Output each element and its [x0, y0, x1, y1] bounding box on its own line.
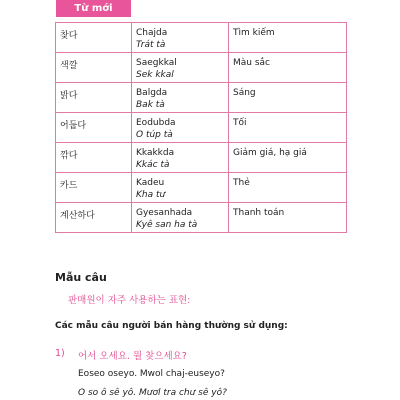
example-romanization: Eoseo oseyo. Mwol chaj-euseyo? — [78, 369, 225, 379]
vocab-table — [55, 22, 347, 233]
vocab-korean: 계산하다 — [56, 203, 132, 233]
vocab-vietnamese-reading: O túp tà — [136, 130, 173, 140]
vocab-pronunciation-cell — [132, 113, 229, 143]
vocab-korean: 카드 — [56, 173, 132, 203]
vocab-korean: 밝다 — [56, 83, 132, 113]
vocab-row — [56, 143, 347, 173]
vocab-korean: 찾다 — [56, 23, 132, 53]
vocab-romanization: Eodubda — [136, 118, 176, 128]
vocab-pronunciation-cell — [132, 173, 229, 203]
vocab-vietnamese-reading: Kyê san ha tà — [136, 220, 198, 230]
example-vietnamese-reading: O so ô sê yô. Mươl tra chư sê yô? — [78, 388, 227, 398]
sentence-section-title: Mẫu câu — [55, 271, 107, 284]
vocab-romanization: Kadeu — [136, 178, 165, 188]
sentence-subheading: Các mẫu câu người bán hàng thường sử dụng: — [55, 321, 288, 331]
vocab-korean: 어둡다 — [56, 113, 132, 143]
vocab-romanization: Gyesanhada — [136, 208, 193, 218]
vocab-row — [56, 203, 347, 233]
vocab-romanization: Saegkkal — [136, 58, 177, 68]
vocab-romanization: Kkakkda — [136, 148, 175, 158]
vocab-pronunciation-cell — [132, 83, 229, 113]
vocab-section-badge: Từ mới — [56, 0, 131, 17]
vocab-vietnamese-reading: Trát tà — [136, 40, 166, 50]
vocab-korean: 깎다 — [56, 143, 132, 173]
vocab-romanization: Balgda — [136, 88, 168, 98]
vocab-vietnamese-reading: Kha tư — [136, 190, 166, 200]
vocab-vietnamese-reading: Kkác tà — [136, 160, 170, 170]
vocab-meaning: Tối — [229, 113, 347, 143]
vocab-vietnamese-reading: Bak tà — [136, 100, 165, 110]
vocab-meaning: Thẻ — [229, 173, 347, 203]
vocab-pronunciation-cell — [132, 203, 229, 233]
vocab-meaning: Tìm kiếm — [229, 23, 347, 53]
vocab-pronunciation-cell — [132, 53, 229, 83]
vocab-pronunciation-cell — [132, 143, 229, 173]
sentence-intro-korean: 판매원이 자주 사용하는 표현: — [68, 295, 191, 306]
vocab-pronunciation-cell — [132, 23, 229, 53]
vocab-romanization: Chajda — [136, 28, 168, 38]
vocab-meaning: Sáng — [229, 83, 347, 113]
vocab-row — [56, 173, 347, 203]
vocab-row — [56, 53, 347, 83]
vocab-vietnamese-reading: Sek kkal — [136, 70, 174, 80]
vocab-row — [56, 113, 347, 143]
vocab-meaning: Thanh toán — [229, 203, 347, 233]
vocab-meaning: Màu sắc — [229, 53, 347, 83]
example-number: 1) — [55, 348, 65, 359]
example-korean: 어서 오세요. 뭘 찾으세요? — [78, 351, 187, 362]
vocab-meaning: Giảm giá, hạ giá — [229, 143, 347, 173]
vocab-row — [56, 83, 347, 113]
vocab-korean: 색깔 — [56, 53, 132, 83]
vocab-row — [56, 23, 347, 53]
